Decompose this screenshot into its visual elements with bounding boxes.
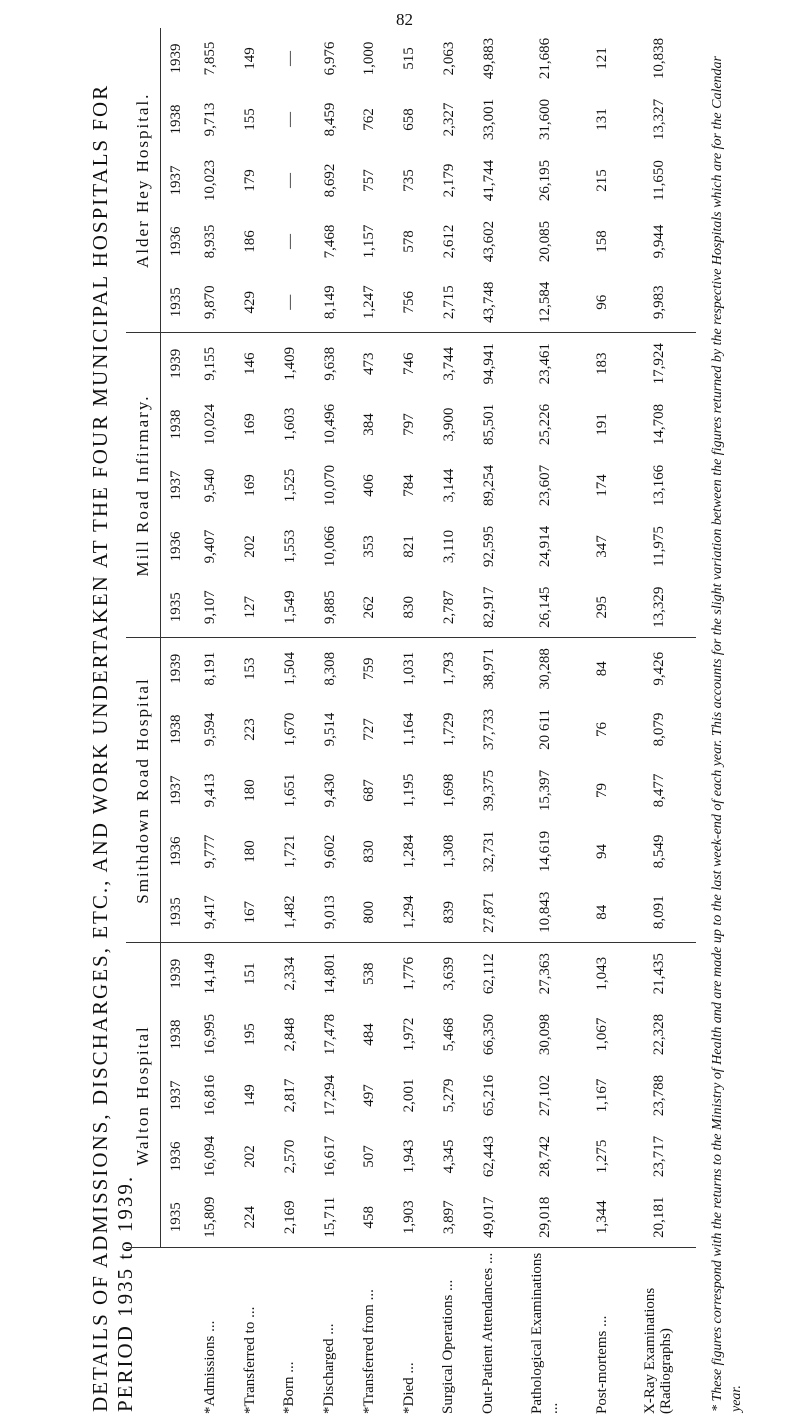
table-cell: 127 — [231, 577, 271, 638]
hospital-name: Alder Hey Hospital. — [126, 28, 161, 333]
table-cell: 9,638 — [321, 346, 338, 381]
row-label: *Transferred from ... — [360, 1289, 377, 1414]
table-cell: 13,166 — [650, 464, 667, 507]
table-cell: 759 — [361, 657, 378, 680]
hospital-name: Smithdown Road Hospital — [126, 638, 161, 943]
table-cell: 497 — [361, 1084, 378, 1107]
table-cell: 27,102 — [537, 1074, 554, 1117]
table-cell: 215 — [593, 169, 610, 192]
table-cell: 473 — [361, 352, 378, 375]
table-cell: 79 — [593, 783, 610, 798]
table-cell: 2,063 — [440, 41, 457, 76]
table-body — [191, 28, 696, 1420]
table-cell: 15,397 — [537, 769, 554, 812]
table-cell: 797 — [401, 413, 418, 436]
table-cell: 9,713 — [202, 102, 219, 137]
table-cell: 167 — [231, 882, 271, 943]
row-label: *Transferred to ... — [241, 1306, 258, 1414]
row-label-header — [126, 1248, 161, 1420]
table-cell: 1,729 — [440, 712, 457, 747]
table-cell: 16,094 — [202, 1135, 219, 1178]
table-cell: 1,698 — [440, 773, 457, 808]
row-label: *Admissions ... — [201, 1320, 218, 1414]
table-cell: 21,435 — [650, 953, 667, 995]
table-cell: 2,327 — [440, 102, 457, 137]
table-cell: 484 — [361, 1023, 378, 1046]
table-cell: 727 — [361, 718, 378, 741]
table-cell: 155 — [242, 108, 259, 131]
table-cell: 17,294 — [321, 1074, 338, 1117]
hospital-statistics-table — [126, 28, 696, 1420]
year-header: 1937 — [167, 1080, 184, 1111]
table-cell: 9,417 — [191, 882, 231, 943]
table-cell: 746 — [401, 352, 418, 375]
table-cell: 14,619 — [537, 830, 554, 873]
table-cell: 353 — [361, 535, 378, 558]
year-header: 1935 — [161, 1187, 192, 1248]
table-cell: 9,602 — [321, 834, 338, 869]
table-cell: 9,426 — [650, 651, 667, 686]
table-cell: 10,066 — [321, 525, 338, 568]
table-cell: 1,031 — [401, 651, 418, 686]
table-cell: 8,692 — [321, 163, 338, 198]
table-cell: 578 — [401, 230, 418, 253]
year-header: 1937 — [167, 470, 184, 501]
table-cell: 800 — [350, 882, 390, 943]
year-header: 1936 — [167, 226, 184, 257]
year-header: 1935 — [161, 577, 192, 638]
table-cell: 762 — [361, 108, 378, 131]
table-cell: 20 611 — [537, 709, 554, 750]
table-cell: 1,294 — [390, 882, 430, 943]
table-cell: 8,459 — [321, 102, 338, 137]
table-cell: 38,971 — [480, 648, 497, 690]
table-cell: 174 — [593, 474, 610, 497]
table-cell: 8,308 — [321, 651, 338, 686]
table-cell: 202 — [242, 535, 259, 558]
table-cell: 153 — [242, 657, 259, 680]
table-cell: 3,744 — [440, 346, 457, 381]
footnote: * These figures correspond with the returns to the Ministry of Health and are made up to the last week-end of each year. This accounts for the slight variation between the figures returned by the respective Hospitals which are for the Calendar year. — [710, 56, 744, 1412]
table-cell: 8,079 — [650, 712, 667, 747]
table-cell: 62,443 — [480, 1135, 497, 1178]
table-cell: 11,650 — [650, 160, 667, 201]
table-cell: 1,000 — [361, 41, 378, 76]
table-cell: 1,247 — [350, 272, 390, 333]
table-cell: 183 — [593, 352, 610, 375]
table-cell: 3,144 — [440, 468, 457, 503]
table-cell: 830 — [390, 577, 430, 638]
year-header: 1939 — [167, 653, 184, 684]
table-cell: 1,409 — [281, 346, 298, 381]
table-cell: 84 — [593, 661, 610, 677]
table-cell: 20,085 — [537, 220, 554, 263]
table-cell: 839 — [429, 882, 469, 943]
table-cell: 151 — [242, 962, 259, 985]
table-cell: 1,972 — [401, 1017, 418, 1052]
table-cell: 8,549 — [650, 834, 667, 869]
table-cell: 85,501 — [480, 403, 497, 446]
table-row — [583, 28, 623, 1420]
table-row — [429, 28, 469, 1420]
table-cell: 9,013 — [310, 882, 350, 943]
table-cell: 28,742 — [537, 1135, 554, 1178]
table-cell: 10,070 — [321, 464, 338, 507]
table-cell: 9,594 — [202, 712, 219, 747]
table-cell: 9,944 — [650, 224, 667, 259]
table-cell: 10,024 — [202, 403, 219, 446]
table-cell: 2,334 — [281, 956, 298, 991]
table-cell: 9,413 — [202, 773, 219, 808]
table-cell: 179 — [242, 169, 259, 192]
table-row — [390, 28, 430, 1420]
table-cell: 121 — [593, 47, 610, 70]
year-header: 1936 — [167, 1141, 184, 1172]
row-label: X-Ray Examinations (Radiographs) — [642, 1287, 675, 1414]
table-cell: 169 — [242, 474, 259, 497]
table-cell: 2,001 — [401, 1078, 418, 1113]
table-cell: 687 — [361, 779, 378, 802]
table-cell: 1,482 — [270, 882, 310, 943]
table-cell: 9,870 — [191, 272, 231, 333]
table-cell: 43,748 — [469, 272, 509, 333]
table-cell: 9,107 — [191, 577, 231, 638]
table-cell: 22,328 — [650, 1013, 667, 1056]
table-cell: 8,191 — [202, 651, 219, 686]
table-cell: 39,375 — [480, 769, 497, 812]
table-cell: 295 — [583, 577, 623, 638]
table-cell: 29,018 — [509, 1187, 583, 1248]
table-cell: 8,935 — [202, 224, 219, 259]
year-header: 1938 — [167, 714, 184, 745]
table-cell: 3,897 — [429, 1187, 469, 1248]
table-cell: 41,744 — [480, 159, 497, 202]
table-cell: 158 — [593, 230, 610, 253]
table-cell: 49,017 — [469, 1187, 509, 1248]
year-header: 1938 — [167, 104, 184, 135]
table-cell: 7,468 — [321, 224, 338, 259]
table-cell: 4,345 — [440, 1139, 457, 1174]
table-cell: 1,776 — [401, 956, 418, 991]
table-cell: 20,181 — [622, 1187, 696, 1248]
table-cell: 10,496 — [321, 403, 338, 446]
table-cell: 9,885 — [310, 577, 350, 638]
table-cell: 21,686 — [537, 37, 554, 80]
table-cell: 7,855 — [202, 41, 219, 76]
table-cell: 2,169 — [270, 1187, 310, 1248]
table-cell: 1,651 — [281, 773, 298, 808]
table-cell: 89,254 — [480, 464, 497, 507]
table-cell: 13,327 — [650, 98, 667, 141]
table-cell: 5,279 — [440, 1078, 457, 1113]
table-cell: 12,584 — [509, 272, 583, 333]
table-cell: 735 — [401, 169, 418, 192]
table-cell: 49,883 — [480, 37, 497, 80]
table-cell: 94,941 — [480, 343, 497, 385]
row-label-header — [161, 1248, 192, 1420]
table-cell: 96 — [583, 272, 623, 333]
table-cell: — — [270, 272, 310, 333]
table-row — [270, 28, 310, 1420]
table-cell: 30,098 — [537, 1013, 554, 1056]
table-cell: 14,149 — [202, 953, 219, 995]
row-label: *Born ... — [281, 1361, 298, 1414]
table-cell: 8,477 — [650, 773, 667, 808]
table-cell: 223 — [242, 718, 259, 741]
table-row — [231, 28, 271, 1420]
hospital-name: Walton Hospital — [126, 943, 161, 1248]
table-cell: 1,043 — [593, 956, 610, 991]
table-cell: 3,110 — [440, 529, 457, 564]
table-cell: 9,430 — [321, 773, 338, 808]
table-cell: 1,067 — [593, 1017, 610, 1052]
year-header: 1939 — [167, 348, 184, 379]
page-title: DETAILS OF ADMISSIONS, DISCHARGES, ETC., AND WORK UNDERTAKEN AT THE FOUR MUNICIPAL HOSPITALS FOR PERIOD 1935 to 1939. — [88, 83, 137, 1412]
year-header: 1936 — [167, 531, 184, 562]
table-cell: — — [281, 173, 298, 188]
table-cell: 2,848 — [281, 1017, 298, 1052]
table-cell: 10,843 — [509, 882, 583, 943]
table-cell: 830 — [361, 840, 378, 863]
table-cell: 16,995 — [202, 1013, 219, 1056]
table-cell: 10,023 — [202, 159, 219, 202]
table-cell: 15,809 — [191, 1187, 231, 1248]
table-cell: 14,801 — [321, 953, 338, 995]
table-cell: 1,793 — [440, 651, 457, 686]
table-cell: 17,478 — [321, 1013, 338, 1056]
table-cell: 169 — [242, 413, 259, 436]
table-cell: 149 — [242, 47, 259, 70]
table-cell: 14,708 — [650, 403, 667, 446]
row-label: *Died ... — [400, 1362, 417, 1414]
table-cell: 347 — [593, 535, 610, 558]
table-cell: 146 — [242, 352, 259, 375]
table-cell: 65,216 — [480, 1074, 497, 1117]
year-header: 1937 — [167, 165, 184, 196]
table-cell: 658 — [401, 108, 418, 131]
year-header-row — [161, 28, 192, 1420]
table-cell: 13,329 — [622, 577, 696, 638]
table-cell: 3,900 — [440, 407, 457, 442]
table-cell: 27,871 — [469, 882, 509, 943]
table-cell: 1,721 — [281, 834, 298, 869]
table-row — [310, 28, 350, 1420]
table-cell: 32,731 — [480, 830, 497, 873]
table-row — [509, 28, 583, 1420]
row-label: *Discharged ... — [321, 1323, 338, 1414]
hospital-statistics-table-wrap — [126, 28, 696, 1420]
table-cell: 2,787 — [429, 577, 469, 638]
table-cell: 191 — [593, 413, 610, 436]
table-cell: 2,570 — [281, 1139, 298, 1174]
table-cell: 94 — [593, 844, 610, 859]
table-cell: 2,179 — [440, 163, 457, 198]
table-cell: 1,308 — [440, 834, 457, 869]
table-cell: 16,816 — [202, 1074, 219, 1117]
table-cell: — — [281, 112, 298, 127]
table-cell: 784 — [401, 474, 418, 497]
table-cell: 186 — [242, 230, 259, 253]
row-label: Post-mortems ... — [593, 1315, 610, 1414]
table-cell: 3,639 — [440, 956, 457, 991]
table-cell: 1,157 — [361, 224, 378, 259]
page-number: 82 — [396, 10, 413, 29]
table-cell: 66,350 — [480, 1013, 497, 1056]
table-cell: 17,924 — [650, 343, 667, 385]
year-header: 1935 — [161, 882, 192, 943]
table-cell: 2,612 — [440, 224, 457, 259]
table-cell: 6,976 — [321, 41, 338, 76]
table-cell: 1,943 — [401, 1139, 418, 1174]
table-cell: 31,600 — [537, 98, 554, 141]
table-cell: 821 — [401, 535, 418, 558]
table-cell: 62,112 — [480, 953, 497, 995]
table-cell: 131 — [593, 108, 610, 131]
table-cell: 43,602 — [480, 220, 497, 263]
table-cell: 15,711 — [310, 1187, 350, 1248]
table-cell: 27,363 — [537, 953, 554, 995]
table-cell: 23,788 — [650, 1074, 667, 1117]
table-cell: 84 — [583, 882, 623, 943]
table-cell: 1,553 — [281, 529, 298, 564]
table-cell: 23,607 — [537, 464, 554, 507]
table-cell: — — [281, 234, 298, 249]
table-cell: 25,226 — [537, 403, 554, 446]
table-cell: 9,540 — [202, 468, 219, 503]
hospital-name: Mill Road Infirmary. — [126, 333, 161, 638]
table-cell: 429 — [231, 272, 271, 333]
table-cell: 9,407 — [202, 529, 219, 564]
table-cell: 16,617 — [321, 1135, 338, 1178]
table-cell: 1,504 — [281, 651, 298, 686]
table-cell: 384 — [361, 413, 378, 436]
year-header: 1938 — [167, 409, 184, 440]
table-cell: — — [281, 51, 298, 66]
table-cell: 507 — [361, 1145, 378, 1168]
table-cell: 24,914 — [537, 525, 554, 568]
table-cell: 92,595 — [480, 525, 497, 568]
table-cell: 1,603 — [281, 407, 298, 442]
table-cell: 9,155 — [202, 346, 219, 381]
table-row — [191, 28, 231, 1420]
table-cell: 1,284 — [401, 834, 418, 869]
table-cell: 1,275 — [593, 1139, 610, 1174]
table-cell: 8,149 — [310, 272, 350, 333]
table-cell: 11,975 — [650, 526, 667, 567]
table-cell: 458 — [350, 1187, 390, 1248]
table-cell: 756 — [390, 272, 430, 333]
table-cell: 10,838 — [650, 37, 667, 80]
table-cell: 9,514 — [321, 712, 338, 747]
table-cell: 76 — [593, 722, 610, 737]
year-header: 1939 — [167, 43, 184, 74]
table-cell: 515 — [401, 47, 418, 70]
year-header: 1938 — [167, 1019, 184, 1050]
row-label: Surgical Operations ... — [440, 1279, 457, 1414]
table-cell: 9,983 — [622, 272, 696, 333]
table-cell: 1,167 — [593, 1078, 610, 1113]
table-cell: 538 — [361, 962, 378, 985]
table-cell: 23,717 — [650, 1135, 667, 1178]
table-cell: 9,777 — [202, 834, 219, 869]
table-cell: 180 — [242, 779, 259, 802]
table-cell: 8,091 — [622, 882, 696, 943]
table-cell: 2,817 — [281, 1078, 298, 1113]
table-cell: 5,468 — [440, 1017, 457, 1052]
table-row — [350, 28, 390, 1420]
table-cell: 406 — [361, 474, 378, 497]
year-header: 1936 — [167, 836, 184, 867]
table-cell: 202 — [242, 1145, 259, 1168]
table-cell: 757 — [361, 169, 378, 192]
year-header: 1935 — [161, 272, 192, 333]
table-cell: 2,715 — [429, 272, 469, 333]
table-cell: 1,195 — [401, 773, 418, 808]
table-cell: 82,917 — [469, 577, 509, 638]
table-cell: 26,195 — [537, 159, 554, 202]
table-cell: 180 — [242, 840, 259, 863]
row-label: Pathological Examinations ... — [528, 1252, 561, 1414]
table-cell: 149 — [242, 1084, 259, 1107]
table-row — [622, 28, 696, 1420]
table-cell: 30,288 — [537, 648, 554, 690]
table-cell: 26,145 — [509, 577, 583, 638]
table-cell: 1,670 — [281, 712, 298, 747]
rotated-page — [4, 20, 784, 1420]
table-cell: 1,549 — [270, 577, 310, 638]
hospital-header-row — [126, 28, 161, 1420]
table-cell: 1,903 — [390, 1187, 430, 1248]
table-row — [469, 28, 509, 1420]
table-cell: 37,733 — [480, 708, 497, 751]
table-cell: 1,525 — [281, 468, 298, 503]
table-cell: 33,001 — [480, 98, 497, 141]
year-header: 1937 — [167, 775, 184, 806]
row-label: Out-Patient Attendances ... — [480, 1252, 497, 1414]
table-cell: 195 — [242, 1023, 259, 1046]
table-cell: 1,164 — [401, 712, 418, 747]
table-cell: 262 — [350, 577, 390, 638]
table-cell: 224 — [231, 1187, 271, 1248]
table-cell: 1,344 — [583, 1187, 623, 1248]
year-header: 1939 — [167, 958, 184, 989]
table-cell: 23,461 — [537, 343, 554, 385]
